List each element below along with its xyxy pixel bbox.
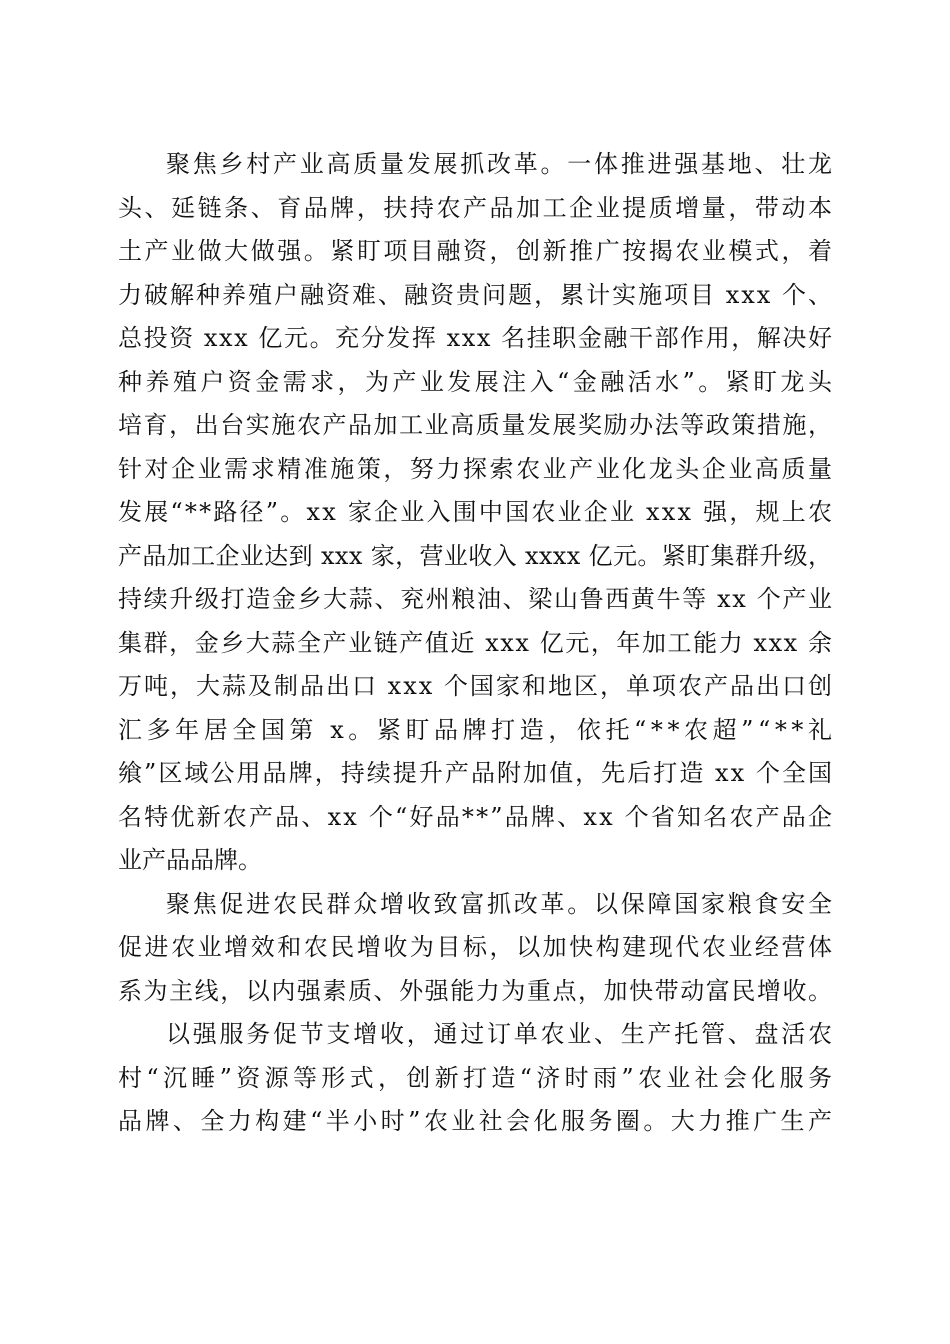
line-text: 促进农业增效和农民增收为目标，以加快构建现代农业经营体 xyxy=(118,933,835,961)
text-line xyxy=(118,361,836,405)
line-text: 汇多年居全国第 x。紧盯品牌打造，依托“**农超”“**礼 xyxy=(118,715,837,744)
text-line xyxy=(118,970,832,1014)
text-line xyxy=(118,143,835,187)
text-line xyxy=(118,926,835,970)
text-line xyxy=(118,448,835,492)
document-body xyxy=(118,143,837,1144)
text-line xyxy=(118,752,835,796)
text-line xyxy=(118,1057,837,1101)
text-line xyxy=(118,839,832,883)
paragraph-farmer-income xyxy=(118,883,837,1144)
line-text: 力破解种养殖户融资难、融资贵问题，累计实施项目 xxx 个、 xyxy=(118,280,834,309)
line-text: 产品加工企业达到 xxx 家，营业收入 xxxx 亿元。紧盯集群升级， xyxy=(118,541,833,570)
line-text: 品牌、全力构建“半小时”农业社会化服务圈。大力推广生产 xyxy=(118,1107,836,1135)
text-line xyxy=(118,317,832,361)
line-text: 名特优新农产品、xx 个“好品**”品牌、xx 个省知名农产品企 xyxy=(118,802,835,831)
text-line xyxy=(118,796,835,840)
line-text: 总投资 xxx 亿元。充分发挥 xxx 名挂职金融干部作用，解决好 xyxy=(118,324,834,352)
line-text: 系为主线，以内强素质、外强能力为重点，加快带动富民增收。 xyxy=(118,976,834,1005)
line-text: 针对企业需求精准施策，努力探索农业产业化龙头企业高质量 xyxy=(118,454,835,483)
line-text: 种养殖户资金需求，为产业发展注入“金融活水”。紧盯龙头 xyxy=(118,367,836,396)
text-line xyxy=(118,1100,836,1144)
text-line xyxy=(118,883,835,927)
line-text: 持续升级打造金乡大蒜、兖州粮油、梁山鲁西黄牛等 xx 个产业 xyxy=(118,585,834,613)
text-line xyxy=(118,535,832,579)
line-text: 业产品品牌。 xyxy=(118,846,262,874)
text-line xyxy=(118,187,835,231)
text-line xyxy=(118,665,832,709)
line-text: 发展“**路径”。xx 家企业入围中国农业企业 xxx 强，规上农 xyxy=(118,498,835,526)
text-line xyxy=(118,491,835,535)
line-text: 培育，出台实施农产品加工业高质量发展奖励办法等政策措施， xyxy=(118,411,834,439)
paragraph-rural-industry xyxy=(118,143,837,883)
line-text: 飨”区域公用品牌，持续提升产品附加值，先后打造 xx 个全国 xyxy=(118,759,835,787)
text-line xyxy=(118,709,837,753)
text-line xyxy=(118,578,832,622)
line-text: 聚焦促进农民群众增收致富抓改革。以保障国家粮食安全 xyxy=(166,889,835,918)
line-text: 头、延链条、育品牌，扶持农产品加工企业提质增量，带动本 xyxy=(118,193,835,222)
text-line xyxy=(118,274,832,318)
line-text: 以强服务促节支增收，通过订单农业、生产托管、盘活农 xyxy=(166,1020,835,1048)
text-line xyxy=(118,1013,835,1057)
text-line xyxy=(118,404,832,448)
line-text: 集群，金乡大蒜全产业链产值近 xxx 亿元，年加工能力 xxx 余 xyxy=(118,628,834,657)
line-text: 土产业做大做强。紧盯项目融资，创新推广按揭农业模式，着 xyxy=(118,237,835,265)
line-text: 村“沉睡”资源等形式，创新打造“济时雨”农业社会化服务 xyxy=(118,1063,837,1092)
line-text: 聚焦乡村产业高质量发展抓改革。一体推进强基地、壮龙 xyxy=(166,150,835,178)
line-text: 万吨，大蒜及制品出口 xxx 个国家和地区，单项农产品出口创 xyxy=(118,672,834,700)
text-line xyxy=(118,622,832,666)
text-line xyxy=(118,230,835,274)
